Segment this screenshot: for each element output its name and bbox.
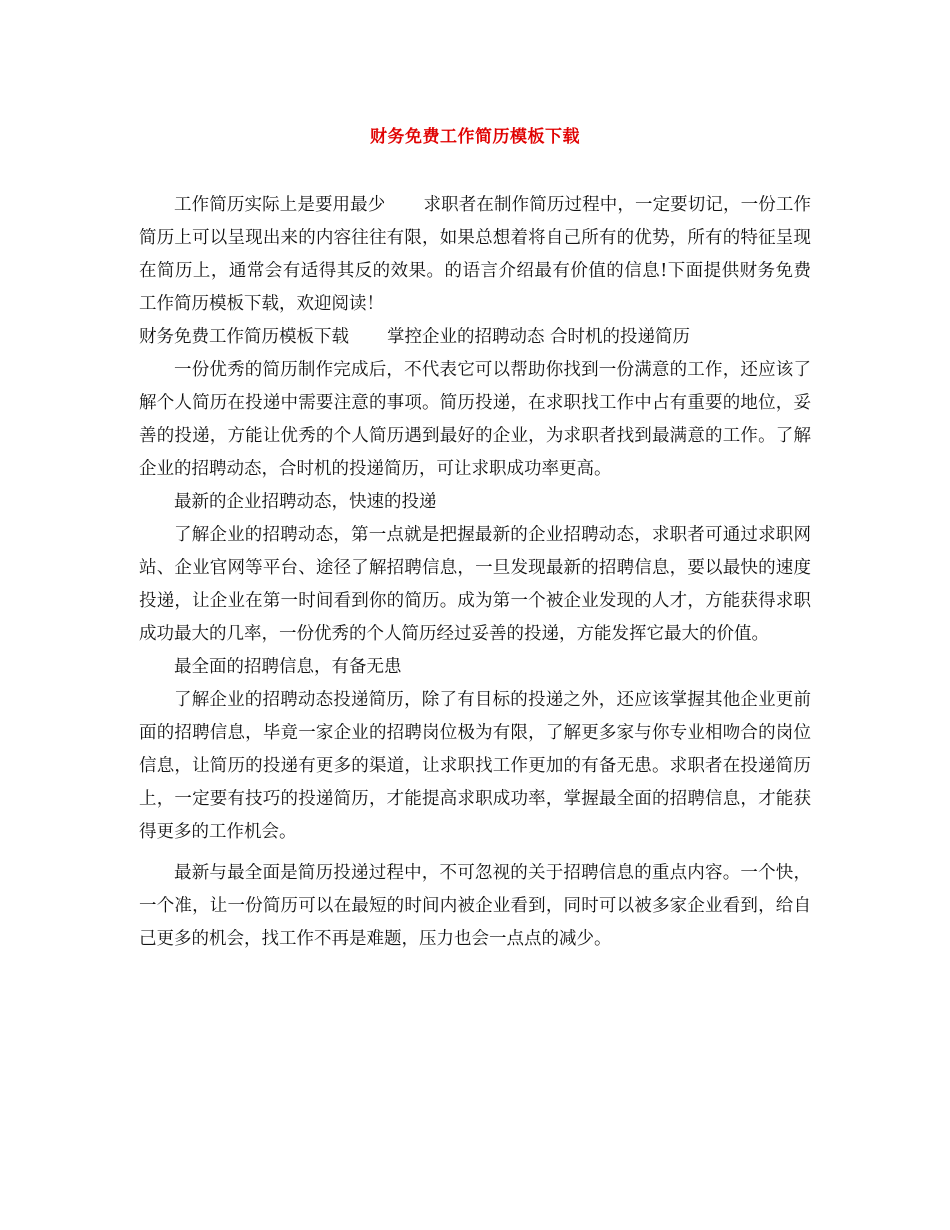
paragraph-2: 了解企业的招聘动态，第一点就是把握最新的企业招聘动态，求职者可通过求职网站、企业官网等平台、途径了解招聘信息，一旦发现最新的招聘信息，要以最快的速度投递，让企业在第一时间看到你的简历。成为第一个被企业发现的人才，方能获得求职成功最大的几率，一份优秀的个人简历经过妥善的投递，方能发挥它最大的价值。 <box>139 525 811 644</box>
paragraph-3: 了解企业的招聘动态投递简历，除了有目标的投递之外，还应该掌握其他企业更前面的招聘信息，毕竟一家企业的招聘岗位极为有限，了解更多家与你专业相吻合的岗位信息，让简历的投递有更多的渠道，让求职找工作更加的有备无患。求职者在投递简历上，一定要有技巧的投递简历，才能提高求职成功率，掌握最全面的招聘信息，才能获得更多的工作机会。 <box>139 690 811 842</box>
intro-part1: 工作简历实际上是要用最少 <box>174 195 386 215</box>
paragraph-4: 最新与最全面是简历投递过程中，不可忽视的关于招聘信息的重点内容。一个快，一个准，让一份简历可以在最短的时间内被企业看到，同时可以被多家企业看到，给自己更多的机会，找工作不再是难题，压力也会一点点的减少。 <box>139 863 811 949</box>
subheading-part1: 财务免费工作简历模板下载 <box>139 327 349 347</box>
intro-part2: 求职者在制作简历过程中，一定要切记，一份工作简历上可以呈现出来的内容往往有限，如果总想着将自己所有的优势，所有的特征呈现在简历上，通常会有适得其反的效果。的语言介绍最有价值的信息!下面提供财务免费工作简历模板下载，欢迎阅读！ <box>139 195 812 314</box>
paragraph-1: 一份优秀的简历制作完成后，不代表它可以帮助你找到一份满意的工作，还应该了解个人简历在投递中需要注意的事项。简历投递，在求职找工作中占有重要的地位，妥善的投递，方能让优秀的个人简历遇到最好的企业，为求职者找到最满意的工作。了解企业的招聘动态，合时机的投递简历，可让求职成功率更高。 <box>139 360 811 479</box>
intro-paragraph <box>139 189 811 321</box>
subheading-part2: 掌控企业的招聘动态 合时机的投递简历 <box>387 327 691 347</box>
subheading-line <box>139 321 811 354</box>
section-heading-1: 最新的企业招聘动态，快速的投递 <box>174 492 437 512</box>
document-title: 财务免费工作简历模板下载 <box>370 127 580 147</box>
section-heading-2: 最全面的招聘信息，有备无患 <box>174 657 402 677</box>
document-body <box>139 189 811 956</box>
